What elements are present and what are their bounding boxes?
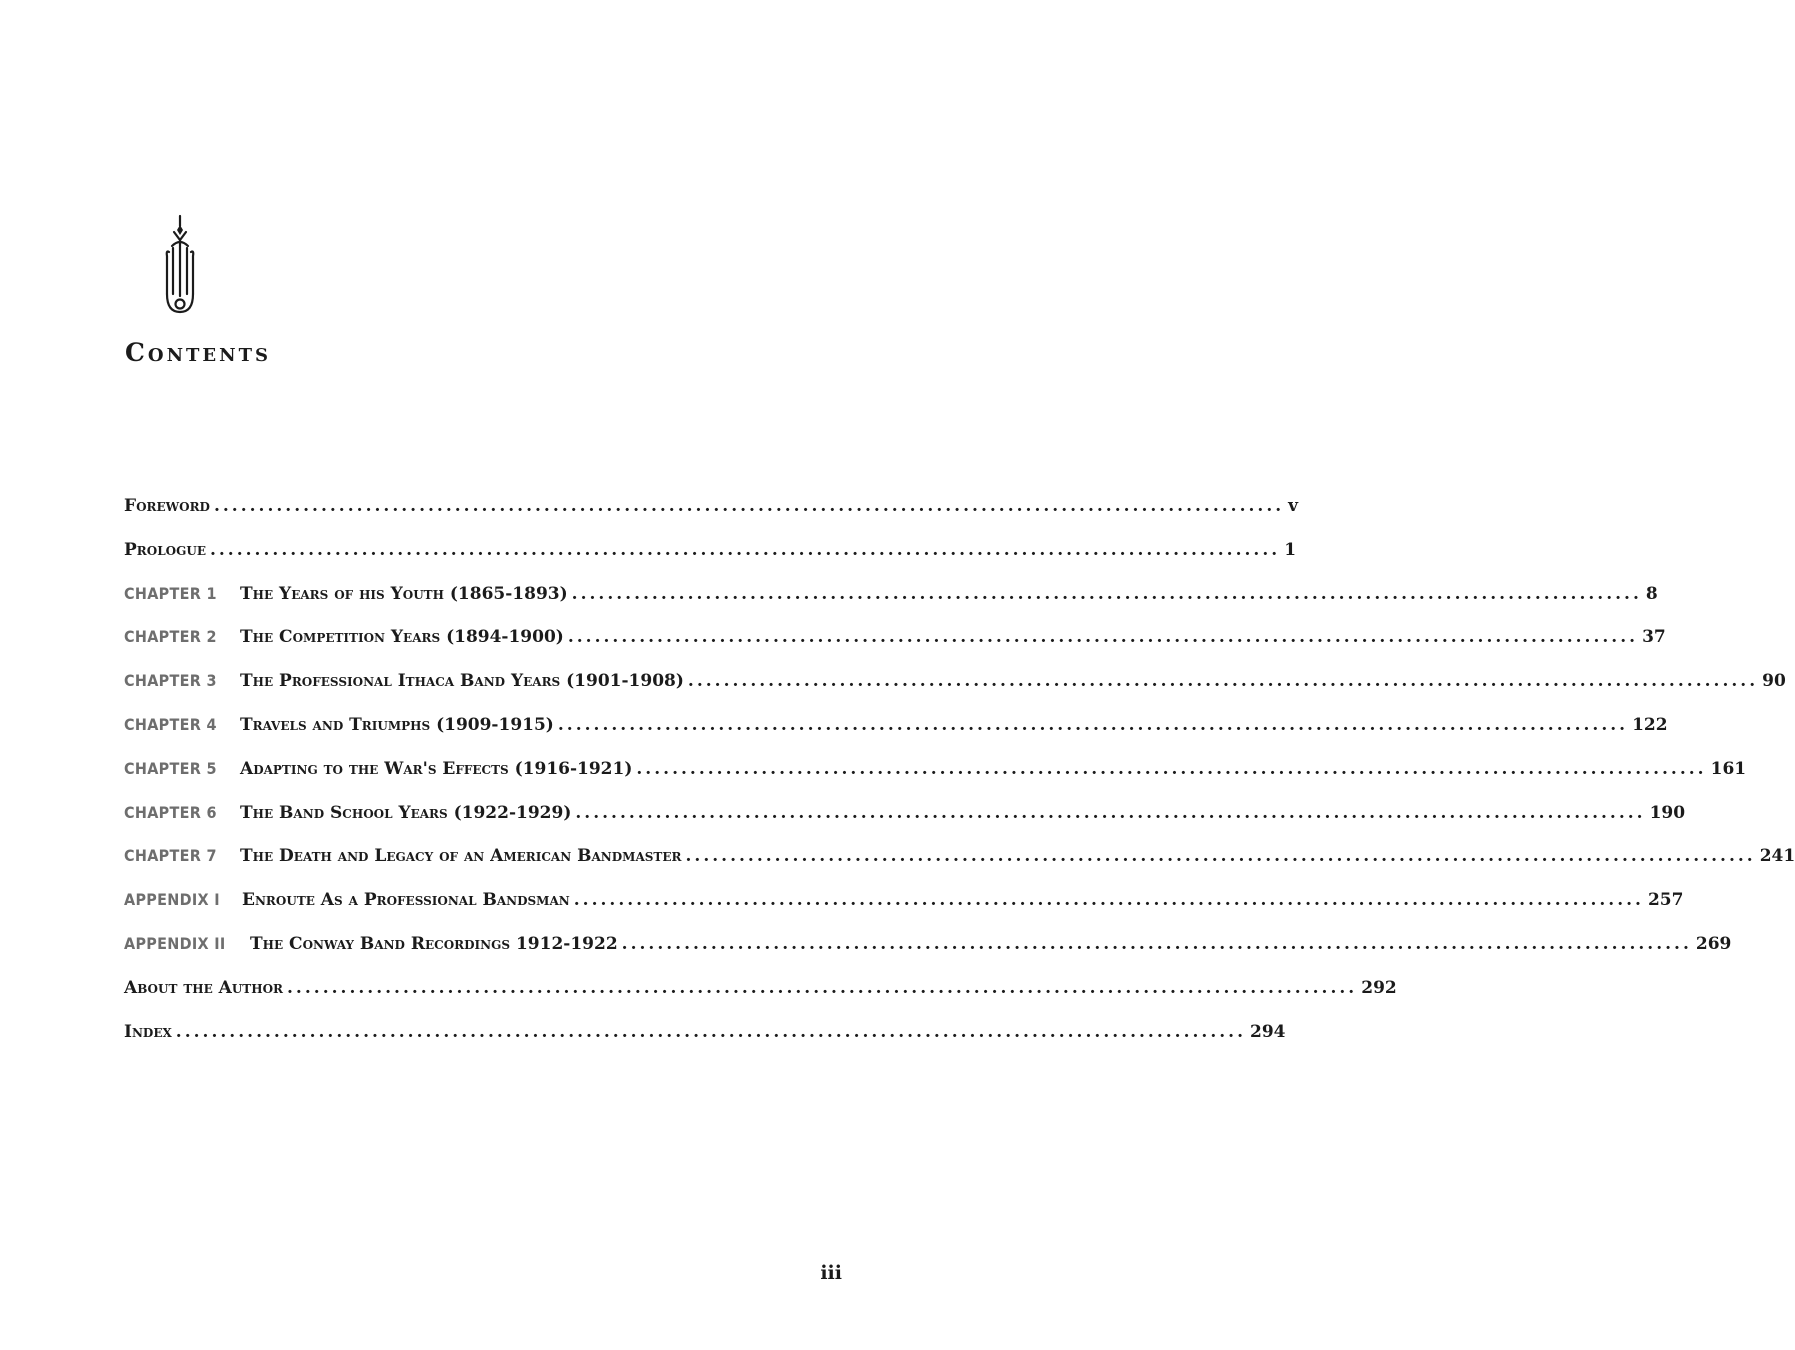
page-title: Contents	[125, 338, 271, 367]
toc-entry-label: APPENDIX II	[124, 933, 226, 953]
toc-entry-page: 190	[1649, 802, 1686, 823]
toc-entry-page: 257	[1647, 890, 1684, 911]
toc-entry	[124, 714, 1668, 759]
toc-entry	[124, 1021, 1286, 1066]
fleuron-lyre-icon	[160, 214, 200, 318]
toc-entry-page: 37	[1642, 627, 1666, 648]
toc-entry-page: 161	[1710, 758, 1747, 779]
toc-entry-page: 269	[1695, 933, 1732, 954]
toc-entry	[124, 758, 1747, 803]
dot-leader: ........................................................................................................................	[687, 671, 1759, 692]
dot-leader: ........................................................................................................................	[571, 583, 1642, 604]
toc-entry-page: 90	[1762, 671, 1786, 692]
toc-entry-label: CHAPTER 1	[124, 583, 217, 603]
toc-entry-page: 292	[1361, 977, 1397, 998]
toc-entry-page: 8	[1645, 583, 1658, 604]
dot-leader: ........................................................................................................................	[575, 802, 1646, 823]
dot-leader: ........................................................................................................................	[209, 539, 1281, 560]
dot-leader: ........................................................................................................................	[213, 496, 1285, 516]
toc-entry-title: About the Author	[124, 977, 284, 998]
toc-entry-label: CHAPTER 4	[124, 714, 217, 734]
dot-leader: ........................................................................................................................	[287, 977, 1358, 998]
toc-entry-page: 294	[1250, 1021, 1286, 1042]
toc-entry	[124, 671, 1786, 715]
toc-entry-title: The Death and Legacy of an American Bandmaster	[240, 846, 682, 867]
toc-entry-title: The Band School Years (1922-1929)	[240, 802, 572, 823]
toc-entry-label: CHAPTER 6	[124, 802, 217, 822]
toc-entry-title: The Competition Years (1894-1900)	[240, 627, 564, 648]
toc-entry	[124, 802, 1686, 847]
dot-leader: ........................................................................................................................	[636, 758, 1707, 779]
table-of-contents	[124, 496, 1795, 1065]
dot-leader: ........................................................................................................................	[567, 627, 1639, 648]
toc-entry-page: 1	[1284, 539, 1297, 560]
toc-entry-title: Foreword	[124, 496, 210, 516]
toc-entry-page: v	[1288, 496, 1299, 516]
toc-entry-title: The Professional Ithaca Band Years (1901-1908)	[240, 671, 684, 692]
toc-entry-page: 122	[1632, 714, 1668, 735]
dot-leader: ........................................................................................................................	[175, 1021, 1247, 1042]
toc-entry-label: APPENDIX I	[124, 890, 220, 910]
toc-entry	[124, 539, 1297, 584]
toc-entry-label: CHAPTER 3	[124, 671, 217, 691]
toc-entry-title: Travels and Triumphs (1909-1915)	[240, 714, 554, 735]
toc-entry	[124, 627, 1666, 671]
toc-entry-title: Enroute As a Professional Bandsman	[242, 890, 570, 911]
toc-entry	[124, 890, 1684, 934]
toc-entry-title: The Years of his Youth (1865-1893)	[240, 583, 568, 604]
toc-entry-page: 241	[1759, 846, 1795, 867]
toc-entry-title: Prologue	[124, 539, 206, 560]
toc-entry	[124, 583, 1658, 628]
toc-entry	[124, 933, 1732, 978]
dot-leader: ........................................................................................................................	[573, 890, 1644, 911]
dot-leader: ........................................................................................................................	[685, 846, 1756, 867]
toc-entry-label: CHAPTER 7	[124, 846, 217, 866]
dot-leader: ........................................................................................................................	[557, 714, 1629, 735]
toc-entry-title: Adapting to the War's Effects (1916-1921)	[240, 758, 633, 779]
toc-entry	[124, 496, 1299, 540]
toc-entry-title: The Conway Band Recordings 1912-1922	[250, 933, 618, 954]
toc-entry-label: CHAPTER 2	[124, 627, 217, 647]
toc-entry-title: Index	[124, 1021, 172, 1042]
page-number: iii	[820, 1262, 842, 1284]
toc-entry	[124, 846, 1795, 890]
toc-entry	[124, 977, 1397, 1022]
toc-entry-label: CHAPTER 5	[124, 758, 217, 778]
dot-leader: ........................................................................................................................	[621, 933, 1692, 954]
